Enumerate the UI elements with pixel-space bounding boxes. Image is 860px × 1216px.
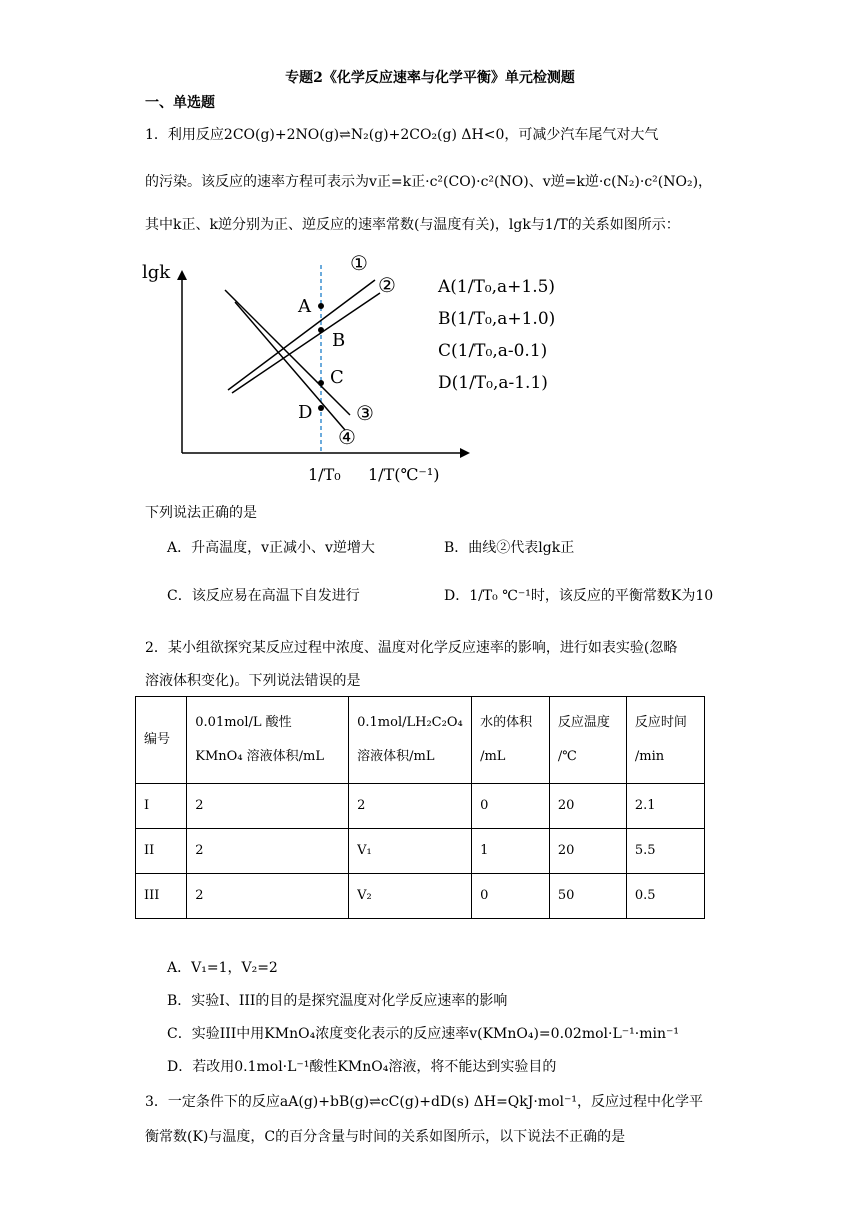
q1-stem: 下列说法正确的是 (145, 505, 257, 521)
table-header-cell: 编号 (136, 697, 187, 784)
q2-option-d[interactable]: D．若改用0.1mol·L⁻¹酸性KMnO₄溶液，将不能达到实验目的 (167, 1059, 557, 1075)
table-row (136, 784, 705, 829)
table-header-cell: 水的体积 /mL (472, 697, 550, 784)
table-cell: 2 (349, 784, 472, 829)
q1-option-c[interactable]: C．该反应易在高温下自发进行 (167, 588, 360, 604)
x-axis-label: 1/T(℃⁻¹) (368, 465, 440, 484)
table-row (136, 829, 705, 874)
curve-2-label: ② (378, 273, 396, 297)
q3-line2: 衡常数(K)与温度，C的百分含量与时间的关系如图所示，以下说法不正确的是 (145, 1129, 626, 1145)
curve-1-label: ① (350, 251, 368, 275)
q1-line2: 的污染。该反应的速率方程可表示为v正=k正·c²(CO)·c²(NO)、v逆=k逆·c(N₂)·c²(NO₂)， (145, 174, 713, 190)
table-cell: I (136, 784, 187, 829)
x-tick-label: 1/T₀ (308, 465, 341, 484)
curve-3-label: ③ (356, 401, 374, 425)
point-b-label: B (332, 330, 346, 351)
curve-4-label: ④ (338, 425, 356, 449)
table-header-cell: 0.01mol/L 酸性 KMnO₄ 溶液体积/mL (187, 697, 349, 784)
q1-option-a[interactable]: A．升高温度，v正减小、v逆增大 (167, 540, 375, 556)
q1-option-b[interactable]: B．曲线②代表lgk正 (444, 540, 575, 556)
table-cell: 2 (187, 874, 349, 919)
table-header-row (136, 697, 705, 784)
experiment-table (135, 696, 705, 919)
y-axis-label: lgk (142, 262, 171, 283)
point-d-label: D (298, 402, 313, 423)
table-cell: 20 (549, 829, 626, 874)
page-title: 专题2《化学反应速率与化学平衡》单元检测题 (285, 70, 575, 86)
point-c-label: C (330, 367, 344, 388)
legend-d: D(1/T₀,a-1.1) (438, 373, 548, 393)
table-cell: V₁ (349, 829, 472, 874)
section-heading: 一、单选题 (145, 95, 215, 111)
table-cell: 0.5 (626, 874, 704, 919)
q1-line1: 1．利用反应2CO(g)+2NO(g)⇌N₂(g)+2CO₂(g) ΔH<0，可减少汽车尾气对大气 (145, 127, 659, 143)
table-row (136, 874, 705, 919)
legend-c: C(1/T₀,a-0.1) (438, 341, 548, 361)
table-cell: V₂ (349, 874, 472, 919)
q3-line1: 3．一定条件下的反应aA(g)+bB(g)⇌cC(g)+dD(s) ΔH=QkJ·mol⁻¹，反应过程中化学平 (145, 1094, 704, 1110)
table-cell: 50 (549, 874, 626, 919)
q2-line2: 溶液体积变化)。下列说法错误的是 (145, 673, 361, 689)
table-header-cell: 反应时间 /min (626, 697, 704, 784)
table-cell: 5.5 (626, 829, 704, 874)
table-header-cell: 反应温度 /℃ (549, 697, 626, 784)
q2-option-a[interactable]: A．V₁=1，V₂=2 (167, 960, 278, 976)
table-cell: III (136, 874, 187, 919)
table-cell: 2 (187, 784, 349, 829)
table-cell: 1 (472, 829, 550, 874)
q1-option-d[interactable]: D．1/T₀ ℃⁻¹时，该反应的平衡常数K为10 (444, 588, 714, 604)
q2-line1: 2．某小组欲探究某反应过程中浓度、温度对化学反应速率的影响，进行如表实验(忽略 (145, 640, 678, 656)
table-cell: 2 (187, 829, 349, 874)
q2-option-c[interactable]: C．实验III中用KMnO₄浓度变化表示的反应速率v(KMnO₄)=0.02mol·L⁻¹·min⁻¹ (167, 1026, 679, 1042)
table-cell: II (136, 829, 187, 874)
table-cell: 20 (549, 784, 626, 829)
table-cell: 2.1 (626, 784, 704, 829)
legend-b: B(1/T₀,a+1.0) (438, 309, 556, 329)
point-a-label: A (298, 296, 311, 317)
q1-line3: 其中k正、k逆分别为正、逆反应的速率常数(与温度有关)，lgk与1/T的关系如图所示： (145, 217, 680, 233)
table-cell: 0 (472, 784, 550, 829)
legend-a: A(1/T₀,a+1.5) (438, 277, 556, 297)
table-header-cell: 0.1mol/LH₂C₂O₄ 溶液体积/mL (349, 697, 472, 784)
q2-option-b[interactable]: B．实验I、III的目的是探究温度对化学反应速率的影响 (167, 993, 508, 1009)
lgk-vs-1-over-t-graph (140, 240, 580, 490)
table-cell: 0 (472, 874, 550, 919)
